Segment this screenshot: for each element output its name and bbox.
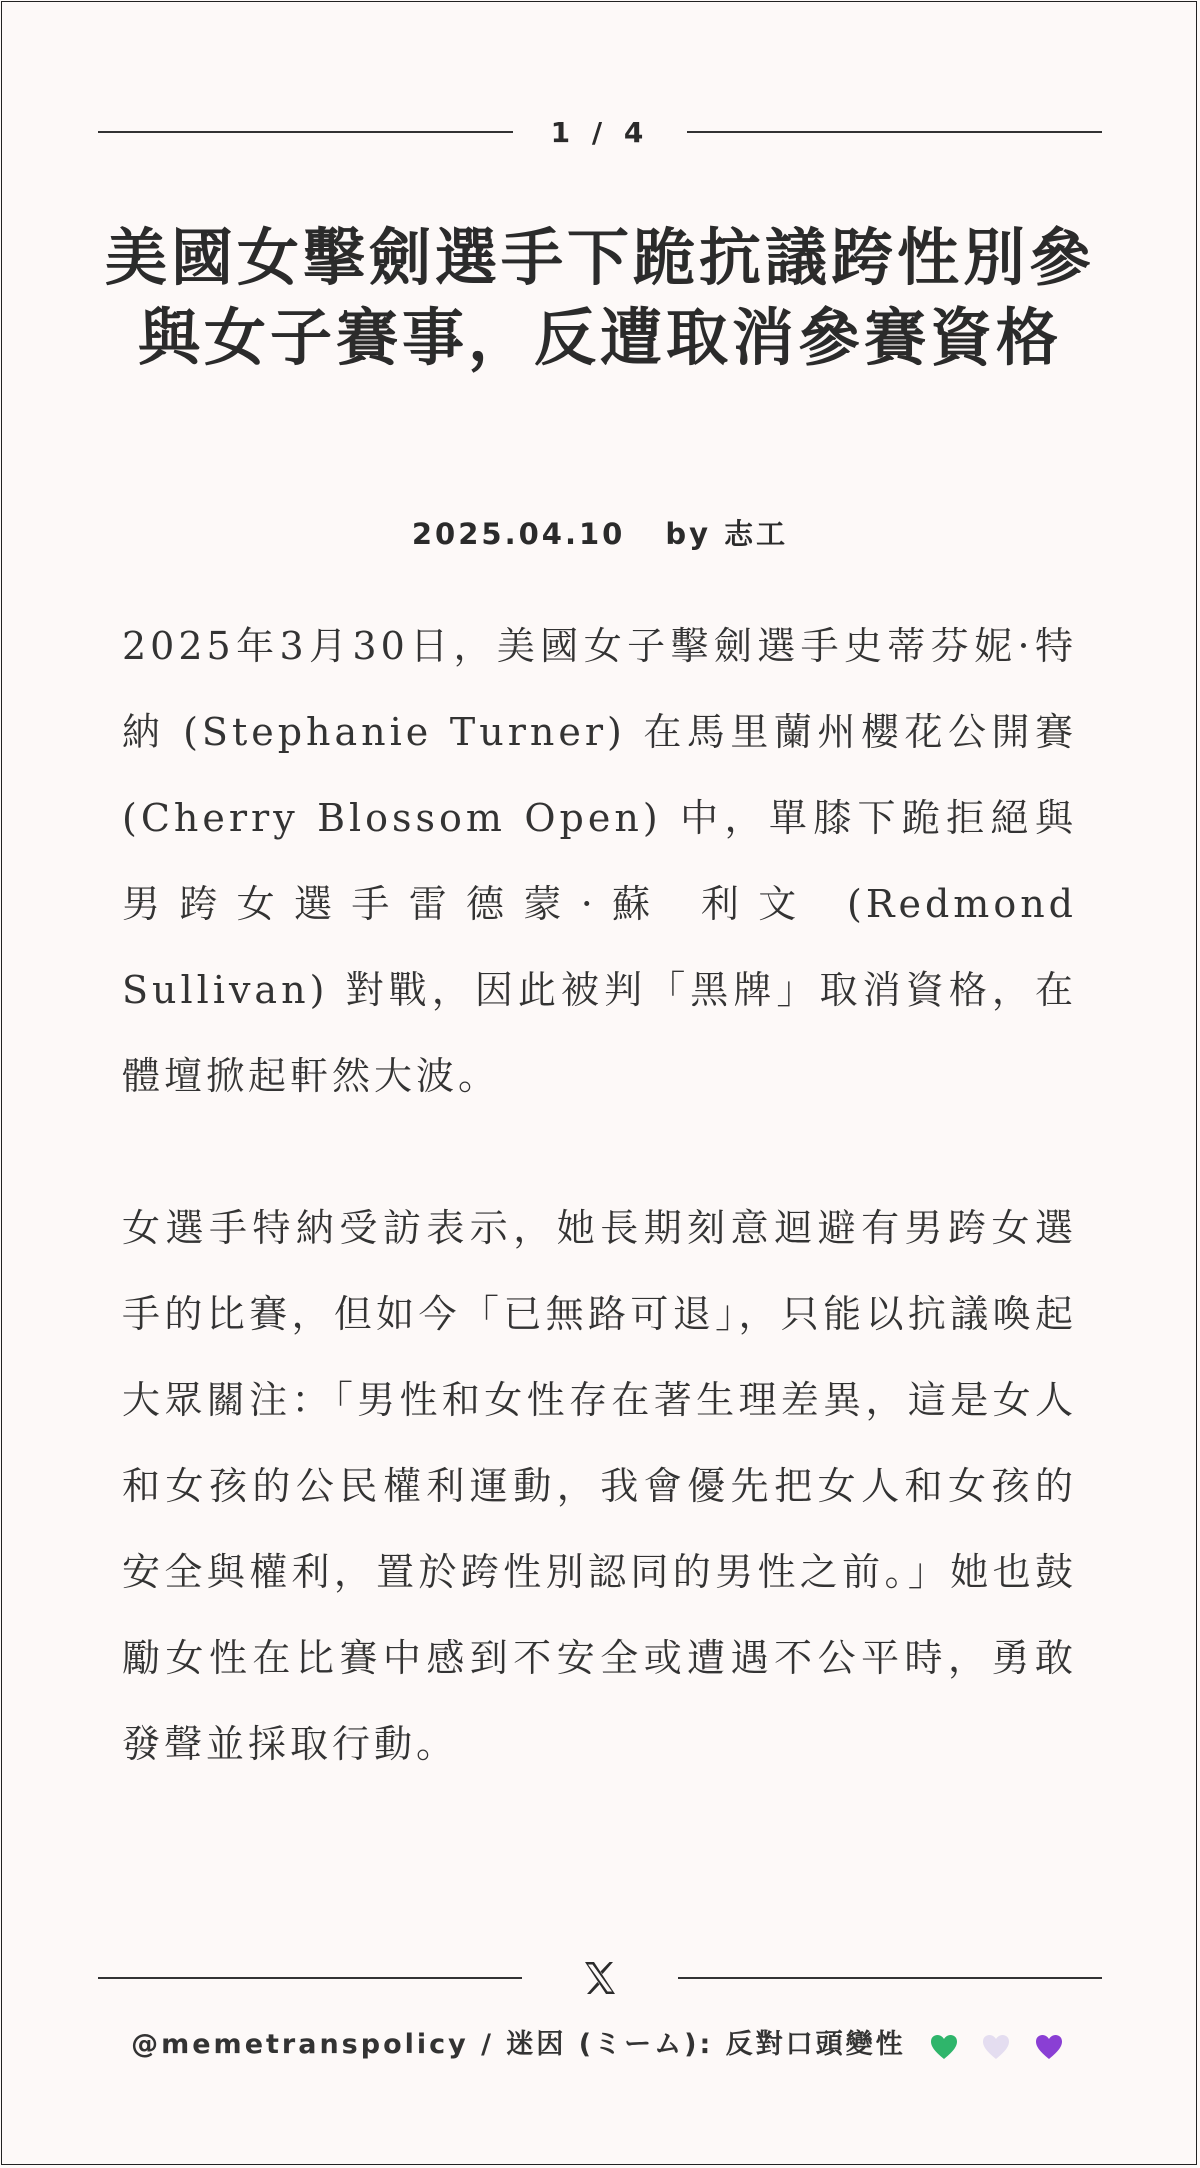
footer-divider xyxy=(98,1958,1102,1998)
green-heart-icon xyxy=(930,2034,958,2060)
page-indicator xyxy=(98,112,1102,152)
footer-rule-right xyxy=(678,1977,1102,1979)
page-number: 1 / 4 xyxy=(550,115,650,149)
footer-rule-left xyxy=(98,1977,522,1979)
account-handle: @memetranspolicy / 迷因 (ミーム): 反對口頭變性 xyxy=(131,2029,906,2060)
article-author: by 志工 xyxy=(665,517,789,551)
article-paragraph: 女選手特納受訪表示，她長期刻意迴避有男跨女選手的比賽，但如今「已無路可退」，只能以抗議喚起大眾關注：「男性和女性存在著生理差異，這是女人和女孩的公民權利運動，我會優先把女人和女孩的安全與權利，置於跨性別認同的男性之前。」她也鼓勵女性在比賽中感到不安全或遭遇不公平時，勇敢發聲並採取行動。 xyxy=(122,1206,1077,1766)
white-heart-icon xyxy=(982,2034,1010,2060)
article-meta xyxy=(0,512,1200,553)
header-rule-left xyxy=(98,131,513,133)
heart-emojis xyxy=(924,2030,1069,2061)
article-paragraph: 2025年3月30日，美國女子擊劍選手史蒂芬妮·特納 (Stephanie Turner) 在馬里蘭州櫻花公開賽 (Cherry Blossom Open) 中，單膝下跪拒絕與男跨女選手雷德蒙·蘇 利文 (Redmond Sullivan) 對戰，因此被判「黑牌」取消資格，在體壇掀起軒然大波。 xyxy=(122,624,1077,1098)
x-logo-icon xyxy=(580,1958,620,1998)
purple-heart-icon xyxy=(1035,2034,1063,2060)
article-date: 2025.04.10 xyxy=(411,517,626,551)
header-rule-right xyxy=(687,131,1102,133)
article-body xyxy=(122,603,1077,1853)
article-title: 美國女擊劍選手下跪抗議跨性別參與女子賽事，反遭取消參賽資格 xyxy=(104,221,1095,374)
footer-handle xyxy=(0,2022,1200,2061)
